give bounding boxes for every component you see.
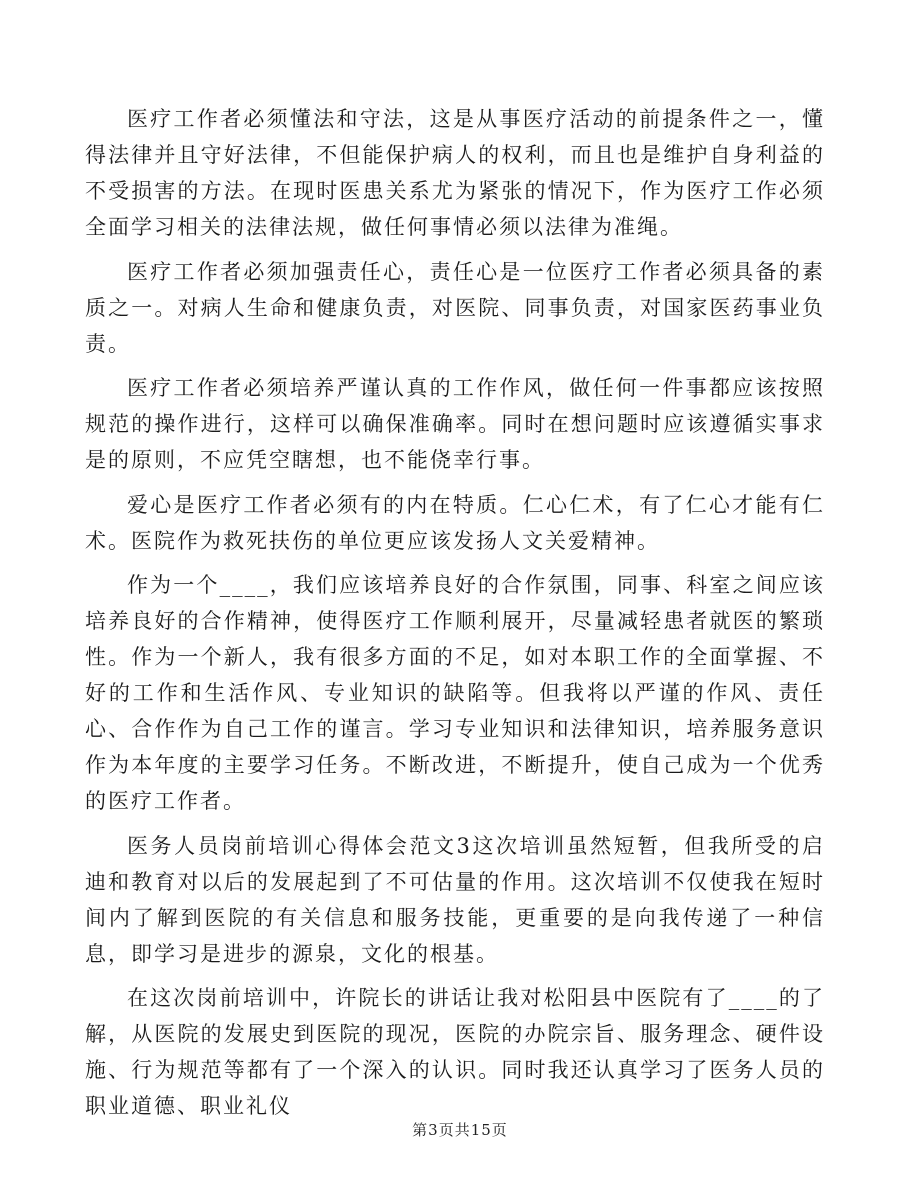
page-number-footer: 第3页共15页 — [412, 1121, 508, 1139]
paragraph-6: 医务人员岗前培训心得体会范文3这次培训虽然短暂，但我所受的启迪和教育对以后的发展起到了不可估量的作用。这次培训不仅使我在短时间内了解到医院的有关信息和服务技能，更重要的是向我传递了一种信息，即学习是进步的源泉，文化的根基。 — [85, 833, 825, 966]
paragraph-5: 作为一个____，我们应该培养良好的合作氛围，同事、科室之间应该培养良好的合作精神，使得医疗工作顺利展开，尽量减轻患者就医的繁琐性。作为一个新人，我有很多方面的不足，如对本职工作的全面掌握、不好的工作和生活作风、专业知识的缺陷等。但我将以严谨的作风、责任心、合作作为自己工作的谨言。学习专业知识和法律知识，培养服务意识作为本年度的主要学习任务。不断改进，不断提升，使自己成为一个优秀的医疗工作者。 — [85, 573, 825, 813]
paragraph-2: 医疗工作者必须加强责任心，责任心是一位医疗工作者必须具备的素质之一。对病人生命和健康负责，对医院、同事负责，对国家医药事业负责。 — [85, 259, 825, 356]
paragraph-4: 爱心是医疗工作者必须有的内在特质。仁心仁术，有了仁心才能有仁术。医院作为救死扶伤的单位更应该发扬人文关爱精神。 — [85, 492, 825, 553]
document-body — [85, 101, 825, 1133]
paragraph-3: 医疗工作者必须培养严谨认真的工作作风，做任何一件事都应该按照规范的操作进行，这样可以确保准确率。同时在想问题时应该遵循实事求是的原则，不应凭空瞎想，也不能侥幸行事。 — [85, 376, 825, 472]
paragraph-1: 医疗工作者必须懂法和守法，这是从事医疗活动的前提条件之一，懂得法律并且守好法律，不但能保护病人的权利，而且也是维护自身利益的不受损害的方法。在现时医患关系尤为紧张的情况下，作为医疗工作必须全面学习相关的法律法规，做任何事情必须以法律为准绳。 — [85, 107, 825, 239]
paragraph-7: 在这次岗前培训中，许院长的讲话让我对松阳县中医院有了____的了解，从医院的发展史到医院的现况，医院的办院宗旨、服务理念、硬件设施、行为规范等都有了一个深入的认识。同时我还认真学习了医务人员的职业道德、职业礼仪 — [85, 986, 825, 1118]
